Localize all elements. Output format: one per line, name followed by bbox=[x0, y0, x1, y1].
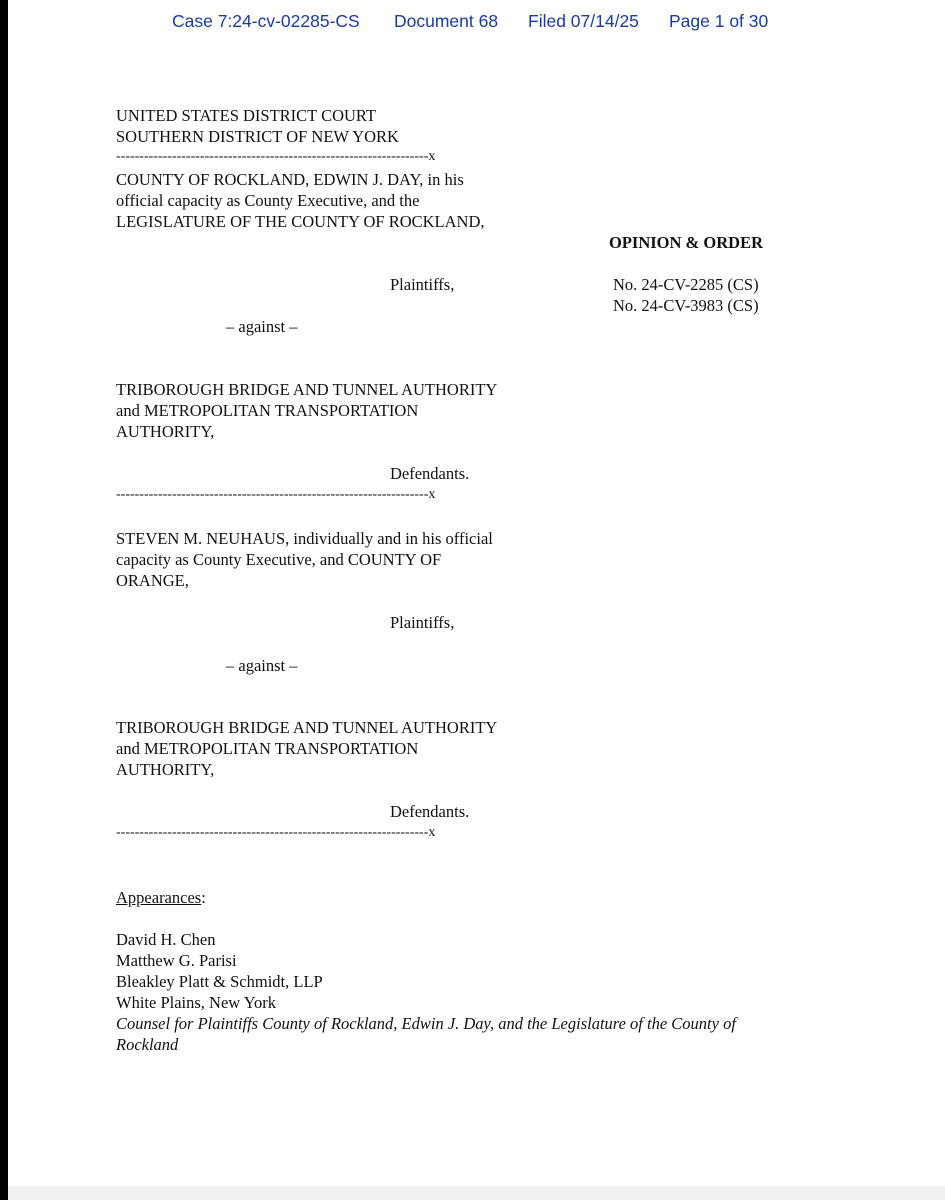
counsel-line: Matthew G. Parisi bbox=[116, 951, 237, 970]
plaintiff-line: capacity as County Executive, and COUNTY OF bbox=[116, 550, 442, 569]
docket-number: No. 24-CV-2285 (CS) bbox=[613, 275, 759, 294]
case2-against: – against – bbox=[226, 656, 298, 675]
defendant-line: AUTHORITY, bbox=[116, 760, 215, 779]
court-name: UNITED STATES DISTRICT COURT bbox=[116, 106, 377, 125]
case1-defendants-label: Defendants. bbox=[390, 464, 470, 483]
plaintiff-line: COUNTY OF ROCKLAND, EDWIN J. DAY, in his bbox=[116, 170, 464, 189]
plaintiff-line: ORANGE, bbox=[116, 571, 189, 590]
page-indicator: Page 1 of 30 bbox=[669, 11, 769, 31]
counsel-block bbox=[116, 929, 736, 1055]
filed-date: Filed 07/14/25 bbox=[528, 11, 639, 31]
ecf-header bbox=[0, 11, 945, 35]
case1-against: – against – bbox=[226, 317, 298, 336]
plaintiff-line: LEGISLATURE OF THE COUNTY OF ROCKLAND, bbox=[116, 212, 485, 231]
defendant-line: TRIBOROUGH BRIDGE AND TUNNEL AUTHORITY bbox=[116, 380, 498, 399]
docket-numbers bbox=[613, 274, 759, 316]
left-edge-bar bbox=[0, 0, 8, 1200]
case1-defendants bbox=[116, 379, 497, 442]
appearances-colon: : bbox=[201, 888, 206, 907]
caption-separator: -------------------------------------------------------------------x bbox=[116, 826, 436, 840]
document-number: Document 68 bbox=[394, 11, 499, 31]
case2-defendants bbox=[116, 717, 497, 780]
caption-separator: -------------------------------------------------------------------x bbox=[116, 488, 436, 502]
case1-plaintiffs bbox=[116, 169, 485, 232]
defendant-line: AUTHORITY, bbox=[116, 422, 215, 441]
document-title: OPINION & ORDER bbox=[609, 233, 764, 252]
defendant-line: TRIBOROUGH BRIDGE AND TUNNEL AUTHORITY bbox=[116, 718, 498, 737]
defendant-line: and METROPOLITAN TRANSPORTATION bbox=[116, 739, 419, 758]
plaintiff-line: STEVEN M. NEUHAUS, individually and in his official bbox=[116, 529, 493, 548]
court-caption bbox=[116, 105, 399, 147]
plaintiff-line: official capacity as County Executive, and the bbox=[116, 191, 420, 210]
counsel-line: David H. Chen bbox=[116, 930, 216, 949]
counsel-line: Bleakley Platt & Schmidt, LLP bbox=[116, 972, 323, 991]
caption-separator: -------------------------------------------------------------------x bbox=[116, 150, 436, 164]
case2-plaintiffs-label: Plaintiffs, bbox=[390, 613, 455, 632]
defendant-line: and METROPOLITAN TRANSPORTATION bbox=[116, 401, 419, 420]
counsel-line: White Plains, New York bbox=[116, 993, 276, 1012]
counsel-for-line: Counsel for Plaintiffs County of Rockland, Edwin J. Day, and the Legislature of the County of bbox=[116, 1014, 736, 1033]
appearances-heading bbox=[116, 887, 206, 908]
counsel-for-line: Rockland bbox=[116, 1035, 179, 1054]
bottom-edge-strip bbox=[8, 1186, 945, 1200]
case2-defendants-label: Defendants. bbox=[390, 802, 470, 821]
court-district: SOUTHERN DISTRICT OF NEW YORK bbox=[116, 127, 399, 146]
docket-number: No. 24-CV-3983 (CS) bbox=[613, 296, 759, 315]
case-number: Case 7:24-cv-02285-CS bbox=[172, 11, 360, 31]
case1-plaintiffs-label: Plaintiffs, bbox=[390, 275, 455, 294]
case2-plaintiffs bbox=[116, 528, 493, 591]
appearances-heading-text: Appearances bbox=[116, 888, 202, 907]
